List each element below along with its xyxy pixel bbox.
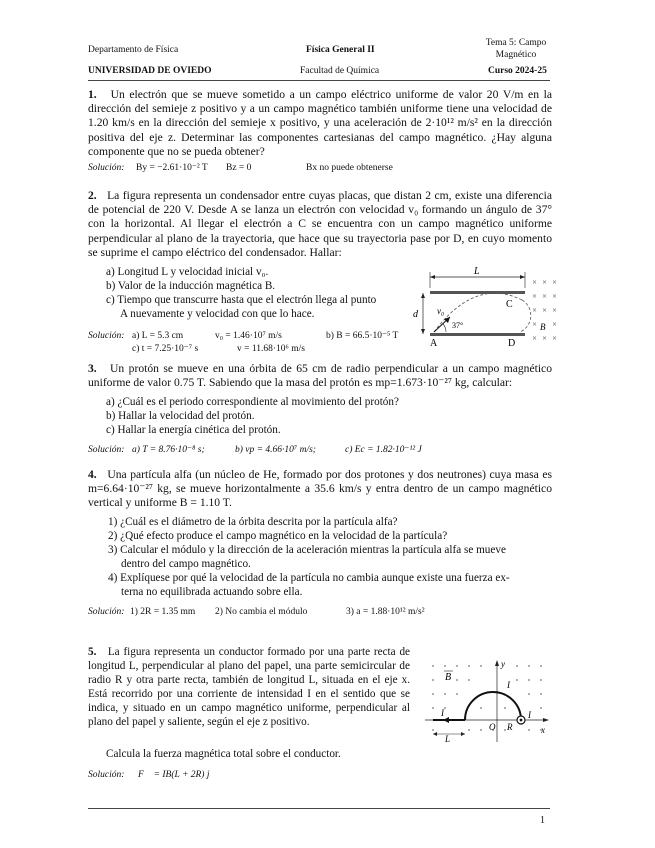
- problem-5-text: La figura representa un conductor formado por una parte recta de longitud L, perpendicular al plano del papel, una parte semicircular de radio R y otra parte recta, también de longitud L, situada en el eje x. Está recorrido por una corriente de intensidad I en el sentido que se indica, y situado en un campo magnético uniforme, perpendicular al plano del papel y saliente, según el eje z positivo.: [88, 646, 411, 728]
- label-d: d: [413, 309, 418, 320]
- trajectory-arc: [520, 300, 531, 332]
- conductor-figure: [425, 658, 550, 743]
- label-C: C: [506, 299, 513, 310]
- p2-item-c2: A nuevamente y velocidad con que lo hace.: [120, 308, 315, 320]
- label-I-left: I: [441, 708, 444, 718]
- svg-text:×: ×: [552, 293, 558, 300]
- faculty: Facultad de Química: [300, 66, 380, 76]
- p5-sol: F⃗ = IB(L + 2R) j⃗: [138, 770, 217, 780]
- p3-sol-b: b) vp = 4.66·10⁷ m/s;: [235, 445, 316, 455]
- problem-1: [88, 88, 552, 159]
- problem-2: [88, 189, 552, 260]
- p3-item-c: c) Hallar la energía cinética del protón.: [106, 424, 281, 436]
- label-A: A: [430, 338, 438, 349]
- p5-question: Calcula la fuerza magnética total sobre el conductor.: [106, 748, 341, 760]
- upper-plate: [430, 291, 525, 294]
- subject: Física General II: [306, 45, 375, 55]
- problem-2-text: La figura representa un condensador entre cuyas placas, que distan 2 cm, existe una diferencia de potencial de 220 V. Desde A se lanza un electrón con velocidad v₀ formando un ángulo de 37° con la horizontal. Al llegar el electrón a C se encuentra con un campo magnético uniforme perpendicular al plano de la trayectoria, que hace que su trayectoria pase por D, en cuyo momento se suprime el campo eléctrico del condensador. Hallar:: [88, 189, 553, 259]
- problem-4-number: 4.: [88, 468, 97, 481]
- p4-sol-c: 3) a = 1.88·10¹² m/s²: [346, 607, 425, 617]
- svg-text:×: ×: [532, 335, 538, 342]
- department: Departamento de Física: [88, 45, 179, 55]
- problem-2-number: 2.: [88, 189, 97, 202]
- solution-label: Solución:: [88, 445, 125, 455]
- p4-item-2: 2) ¿Qué efecto produce el campo magnético en la velocidad de la partícula?: [108, 530, 448, 542]
- problem-3-solution: [88, 444, 124, 456]
- solution-label: Solución:: [88, 163, 125, 173]
- problem-3-text: Un protón se mueve en una órbita de 65 cm de radio perpendicular a un campo magnético uniforme de valor 0.75 T. Sabiendo que la masa del protón es mp=1.673·10⁻²⁷ kg, calcular:: [88, 362, 552, 390]
- p2-sol-c: c) t = 7.25·10⁻⁷ s: [132, 344, 199, 354]
- label-angle: 37°: [452, 321, 464, 330]
- problem-3-number: 3.: [88, 362, 97, 375]
- svg-text:×: ×: [542, 335, 548, 342]
- svg-text:×: ×: [552, 279, 558, 286]
- svg-text:×: ×: [532, 293, 538, 300]
- lower-plate: [430, 333, 525, 336]
- p2-sol-v: v = 11.68·10⁶ m/s: [237, 344, 305, 354]
- label-I-right: I: [528, 710, 531, 720]
- svg-text:×: ×: [542, 279, 548, 286]
- label-x: x: [541, 725, 545, 735]
- problem-1-solution: [88, 162, 124, 174]
- problem-5: [88, 646, 410, 729]
- label-L: L: [445, 734, 451, 743]
- svg-text:×: ×: [552, 307, 558, 314]
- p1-sol-a: By = −2.61·10⁻² T: [136, 163, 208, 173]
- svg-text:×: ×: [532, 279, 538, 286]
- p4-item-4b: terna no equilibrada actuando sobre ella.: [121, 586, 303, 598]
- p3-item-a: a) ¿Cuál es el periodo correspondiente al movimiento del protón?: [106, 396, 399, 408]
- label-O: O: [489, 722, 496, 732]
- svg-text:×: ×: [542, 307, 548, 314]
- problem-4-solution: [88, 606, 124, 618]
- problem-2-solution: [88, 330, 124, 342]
- p4-item-3: 3) Calcular el módulo y la dirección de la aceleración mientras la partícula alfa se mueve: [108, 544, 506, 556]
- problem-1-text: Un electrón que se mueve sometido a un campo eléctrico uniforme de valor 20 V/m en la dirección del semieje z positivo y a un campo magnético también uniforme tiene una velocidad de 1.20 km/s en la dirección del semieje x positivo, y una aceleración de 2·10¹² m/s² en la dirección positiva del eje z. Determinar las componentes cartesianas del campo magnético. ¿Hay alguna componente que no se pueda obtener?: [88, 88, 552, 158]
- footer-rule: [88, 808, 550, 809]
- svg-text:×: ×: [532, 307, 538, 314]
- p2-item-b: b) Valor de la inducción magnética B.: [106, 280, 276, 292]
- p3-sol-a: a) T = 8.76·10⁻⁸ s;: [132, 445, 205, 455]
- page-number: 1: [540, 815, 545, 826]
- p1-sol-b: Bz = 0: [226, 163, 252, 173]
- problem-4: [88, 468, 552, 511]
- svg-text:×: ×: [532, 321, 538, 328]
- problem-5-solution: [88, 769, 124, 781]
- p3-sol-c: c) Ec = 1.82·10⁻¹² J: [345, 445, 422, 455]
- label-B: B: [540, 322, 546, 332]
- label-v0: v₀: [437, 306, 445, 316]
- p2-sol-b: b) B = 66.5·10⁻⁵ T: [326, 331, 399, 341]
- solution-label: Solución:: [88, 607, 125, 617]
- svg-text:×: ×: [542, 293, 548, 300]
- problem-3: [88, 362, 552, 390]
- solution-label: Solución:: [88, 331, 125, 341]
- semicircle-segment: [465, 692, 521, 720]
- problem-5-number: 5.: [88, 646, 97, 658]
- p2-item-c: c) Tiempo que transcurre hasta que el electrón llega al punto: [106, 294, 377, 306]
- p4-item-3b: dentro del campo magnético.: [121, 558, 251, 570]
- svg-text:×: ×: [552, 321, 558, 328]
- label-y: y: [501, 659, 505, 669]
- solution-label: Solución:: [88, 770, 125, 780]
- p4-item-1: 1) ¿Cuál es el diámetro de la órbita descrita por la partícula alfa?: [108, 516, 398, 528]
- svg-text:×: ×: [552, 335, 558, 342]
- label-D: D: [508, 338, 516, 349]
- p3-item-b: b) Hallar la velocidad del protón.: [106, 410, 255, 422]
- label-B: B: [445, 672, 452, 683]
- p2-item-a: a) Longitud L y velocidad inicial v₀.: [106, 266, 269, 278]
- magnetic-field-crosses: [532, 279, 557, 342]
- p1-sol-c: Bx no puede obtenerse: [306, 163, 393, 173]
- topic-line2: Magnético: [495, 50, 537, 60]
- university: UNIVERSIDAD DE OVIEDO: [88, 66, 212, 76]
- label-L: L: [474, 266, 480, 277]
- header-rule: [88, 80, 550, 81]
- capacitor-figure: [410, 262, 560, 352]
- label-R: R: [507, 722, 513, 732]
- p4-sol-b: 2) No cambia el módulo: [215, 607, 308, 617]
- problem-1-number: 1.: [88, 88, 97, 101]
- p2-sol-a: a) L = 5.3 cm: [132, 331, 184, 341]
- label-I-arc: I: [507, 680, 510, 690]
- p4-item-4: 4) Explíquese por qué la velocidad de la partícula no cambia aunque existe una fuerza ex-: [108, 572, 510, 584]
- problem-4-text: Una partícula alfa (un núcleo de He, formado por dos protones y dos neutrones) cuya masa es m=6.64·10⁻²⁷ kg, se mueve horizontalmente a 35.6 km/s y entra dentro de un campo magnético vertical y uniforme B = 1.10 T.: [88, 468, 552, 510]
- p2-sol-v0: v₀ = 1.46·10⁷ m/s: [215, 331, 282, 341]
- course: Curso 2024-25: [488, 66, 547, 76]
- topic-line1: Tema 5: Campo: [485, 38, 547, 48]
- p4-sol-a: 1) 2R = 1.35 mm: [130, 607, 196, 617]
